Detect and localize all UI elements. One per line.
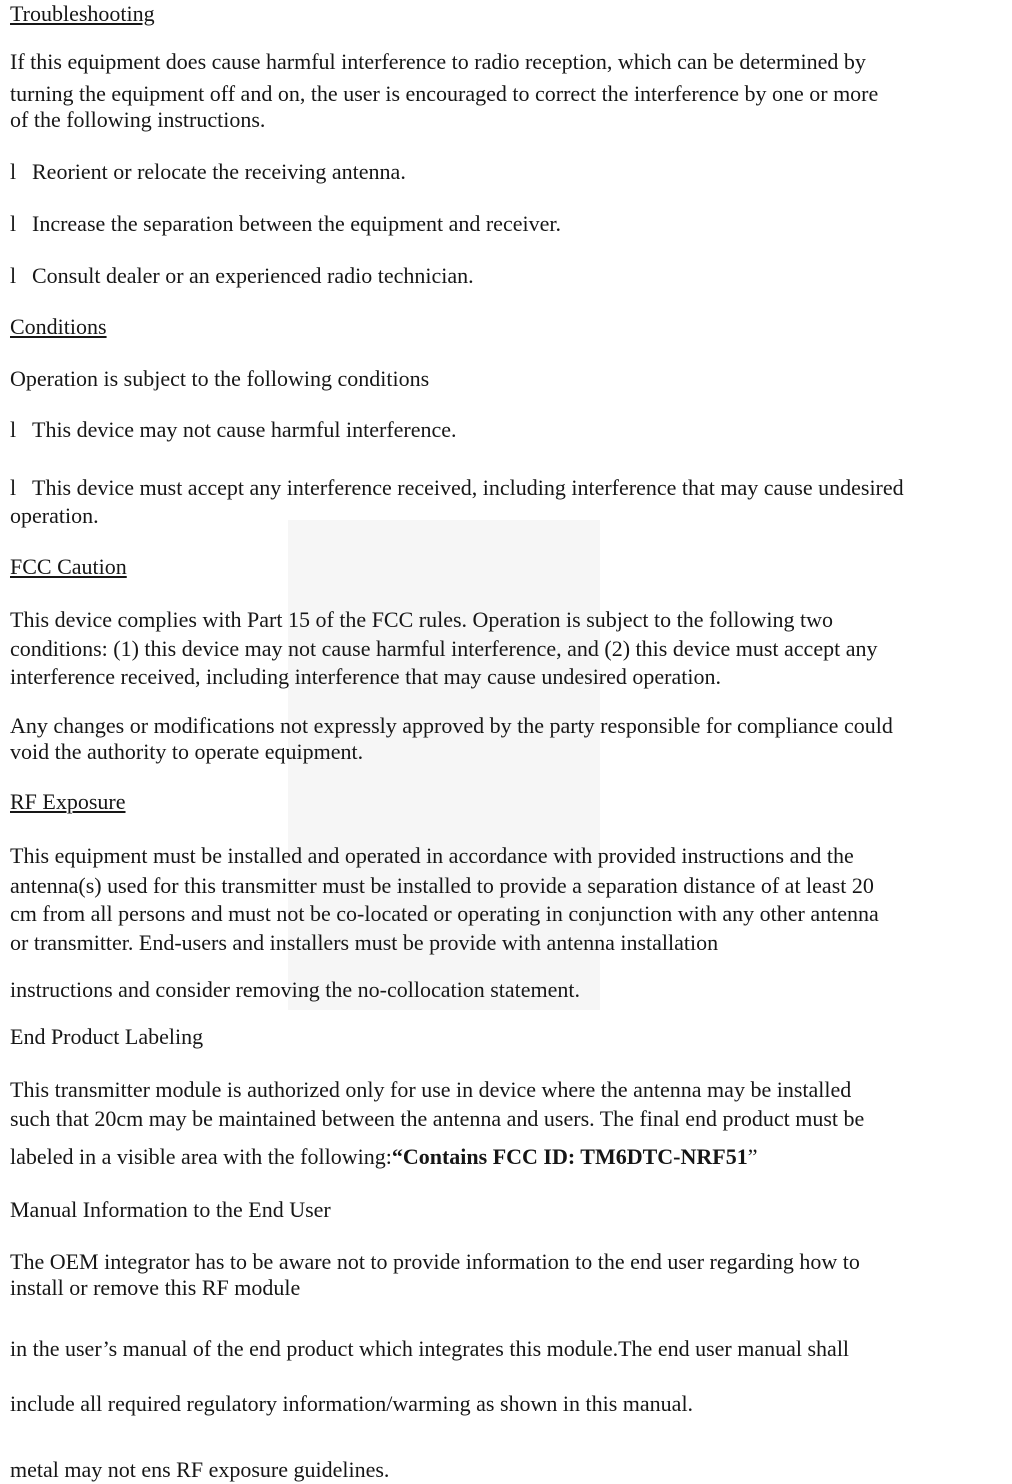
fcc-caution-para1-line-1: This device complies with Part 15 of the FCC rules. Operation is subject to the following two: [10, 607, 834, 632]
manual-info-line-1: The OEM integrator has to be aware not to provide information to the end user regarding how to: [10, 1249, 860, 1274]
end-product-labeling-heading: End Product Labeling: [10, 1024, 204, 1049]
bullet-marker: l: [10, 211, 17, 236]
bullet-marker: l: [10, 475, 17, 500]
fcc-caution-para2-line-2: void the authority to operate equipment.: [10, 739, 364, 764]
condition-item-continuation: operation.: [10, 503, 99, 528]
manual-info-line-4: include all required regulatory information/warming as shown in this manual.: [10, 1391, 694, 1416]
conditions-intro: Operation is subject to the following conditions: [10, 366, 430, 391]
troubleshooting-heading: Troubleshooting: [10, 1, 155, 26]
fcc-caution-para2-line-1: Any changes or modifications not expressly approved by the party responsible for compliance could: [10, 713, 893, 738]
fcc-caution-para1-line-3: interference received, including interference that may cause undesired operation.: [10, 664, 721, 689]
troubleshooting-intro-line-3: of the following instructions.: [10, 107, 266, 132]
troubleshooting-item-text: Reorient or relocate the receiving antenna.: [32, 159, 406, 184]
bullet-marker: l: [10, 263, 17, 288]
troubleshooting-intro-line-2: turning the equipment off and on, the user is encouraged to correct the interference by one or more: [10, 81, 879, 106]
fcc-caution-heading: FCC Caution: [10, 554, 127, 579]
fcc-id-statement: “Contains FCC ID: TM6DTC-NRF51: [391, 1144, 748, 1169]
condition-item: [10, 474, 904, 502]
bullet-marker: l: [10, 417, 17, 442]
rf-exposure-line-4: or transmitter. End-users and installers must be provide with antenna installation: [10, 930, 719, 955]
rf-exposure-continuation: instructions and consider removing the no-collocation statement.: [10, 977, 581, 1002]
troubleshooting-item: [10, 158, 406, 186]
end-product-labeling-line-2: such that 20cm may be maintained between the antenna and users. The final end product must be: [10, 1106, 865, 1131]
manual-info-line-3: in the user’s manual of the end product which integrates this module.The end user manual shall: [10, 1336, 850, 1361]
bullet-marker: l: [10, 159, 17, 184]
troubleshooting-item-text: Consult dealer or an experienced radio technician.: [32, 263, 474, 288]
manual-info-line-5: metal may not ens RF exposure guidelines.: [10, 1457, 390, 1482]
closing-quote: ”: [747, 1144, 758, 1169]
rf-exposure-line-3: cm from all persons and must not be co-located or operating in conjunction with any other antenna: [10, 901, 879, 926]
condition-item: [10, 416, 457, 444]
troubleshooting-item: [10, 262, 474, 290]
manual-info-line-2: install or remove this RF module: [10, 1275, 301, 1300]
manual-info-heading: Manual Information to the End User: [10, 1197, 331, 1222]
rf-exposure-heading: RF Exposure: [10, 789, 126, 814]
troubleshooting-intro-line-1: If this equipment does cause harmful interference to radio reception, which can be determined by: [10, 49, 866, 74]
condition-item-text: This device may not cause harmful interference.: [32, 417, 457, 442]
fcc-caution-para1-line-2: conditions: (1) this device may not cause harmful interference, and (2) this device must accept any: [10, 636, 878, 661]
troubleshooting-item-text: Increase the separation between the equipment and receiver.: [32, 211, 561, 236]
troubleshooting-item: [10, 210, 561, 238]
label-instruction-text: labeled in a visible area with the following:: [10, 1144, 392, 1169]
condition-item-text: This device must accept any interference received, including interference that may cause undesired: [32, 475, 904, 500]
rf-exposure-line-1: This equipment must be installed and operated in accordance with provided instructions and the: [10, 843, 854, 868]
conditions-heading: Conditions: [10, 314, 107, 339]
rf-exposure-line-2: antenna(s) used for this transmitter must be installed to provide a separation distance of at least 20: [10, 873, 874, 898]
end-product-labeling-line-1: This transmitter module is authorized only for use in device where the antenna may be installed: [10, 1077, 852, 1102]
end-product-labeling-line-3: [10, 1143, 758, 1171]
